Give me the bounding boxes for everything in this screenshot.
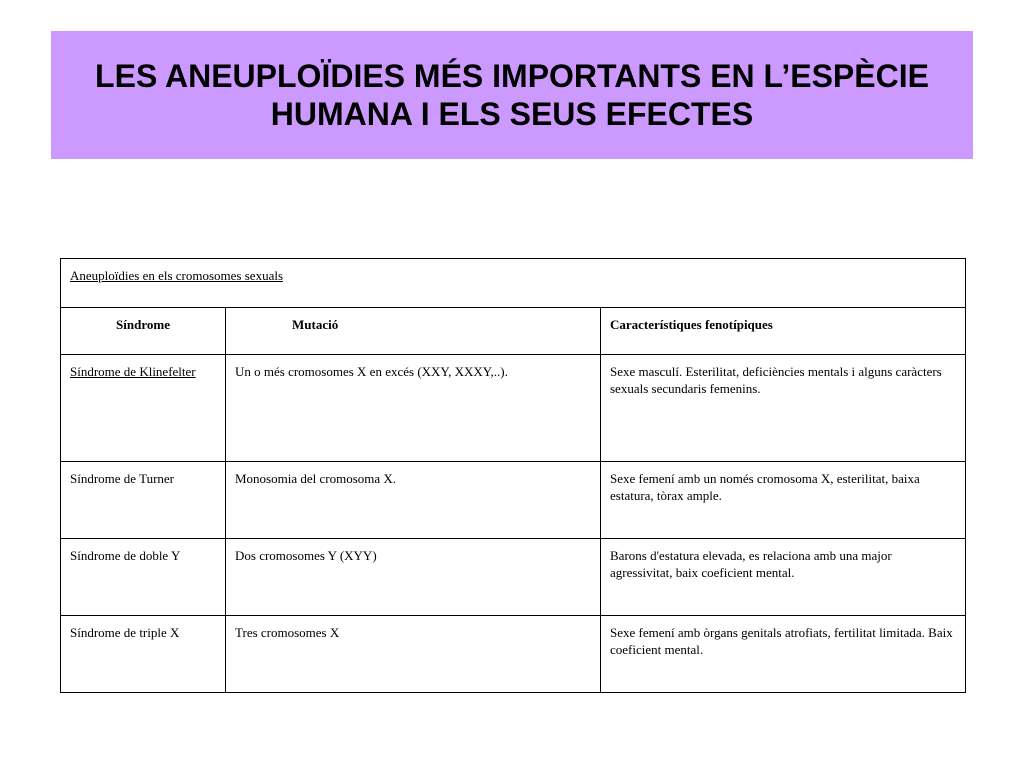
table-caption-row	[61, 259, 966, 308]
table-row	[61, 355, 966, 462]
cell-mutacio: Dos cromosomes Y (XYY)	[226, 539, 601, 616]
cell-sindrome: Síndrome de Turner	[61, 462, 226, 539]
cell-caracteristiques: Sexe femení amb òrgans genitals atrofiats, fertilitat limitada. Baix coeficient mental.	[601, 616, 966, 693]
column-header-caracteristiques: Característiques fenotípiques	[601, 308, 966, 355]
column-header-mutacio: Mutació	[226, 308, 601, 355]
cell-mutacio: Monosomia del cromosoma X.	[226, 462, 601, 539]
slide-title-banner	[51, 31, 973, 159]
cell-sindrome: Síndrome de triple X	[61, 616, 226, 693]
slide-title-line-2: HUMANA I ELS SEUS EFECTES	[270, 96, 754, 132]
column-header-sindrome: Síndrome	[61, 308, 226, 355]
cell-mutacio: Un o més cromosomes X en excés (XXY, XXXY,..).	[226, 355, 601, 462]
cell-caracteristiques: Sexe femení amb un només cromosoma X, esterilitat, baixa estatura, tòrax ample.	[601, 462, 966, 539]
table-row	[61, 462, 966, 539]
cell-mutacio: Tres cromosomes X	[226, 616, 601, 693]
table-row	[61, 539, 966, 616]
cell-sindrome: Síndrome de doble Y	[61, 539, 226, 616]
table-caption: Aneuploïdies en els cromosomes sexuals	[61, 259, 966, 308]
cell-sindrome	[61, 355, 226, 462]
slide-title	[51, 57, 973, 133]
table-row	[61, 616, 966, 693]
cell-caracteristiques: Sexe masculí. Esterilitat, deficiències mentals i alguns caràcters sexuals secundaris femenins.	[601, 355, 966, 462]
sindrome-link-klinefelter[interactable]: Síndrome de Klinefelter	[70, 364, 196, 379]
cell-caracteristiques: Barons d'estatura elevada, es relaciona amb una major agressivitat, baix coeficient mental.	[601, 539, 966, 616]
aneuploidies-table	[60, 258, 966, 693]
table-header-row	[61, 308, 966, 355]
slide-title-line-1: LES ANEUPLOÏDIES MÉS IMPORTANTS EN L’ESPÈCIE	[95, 58, 929, 94]
